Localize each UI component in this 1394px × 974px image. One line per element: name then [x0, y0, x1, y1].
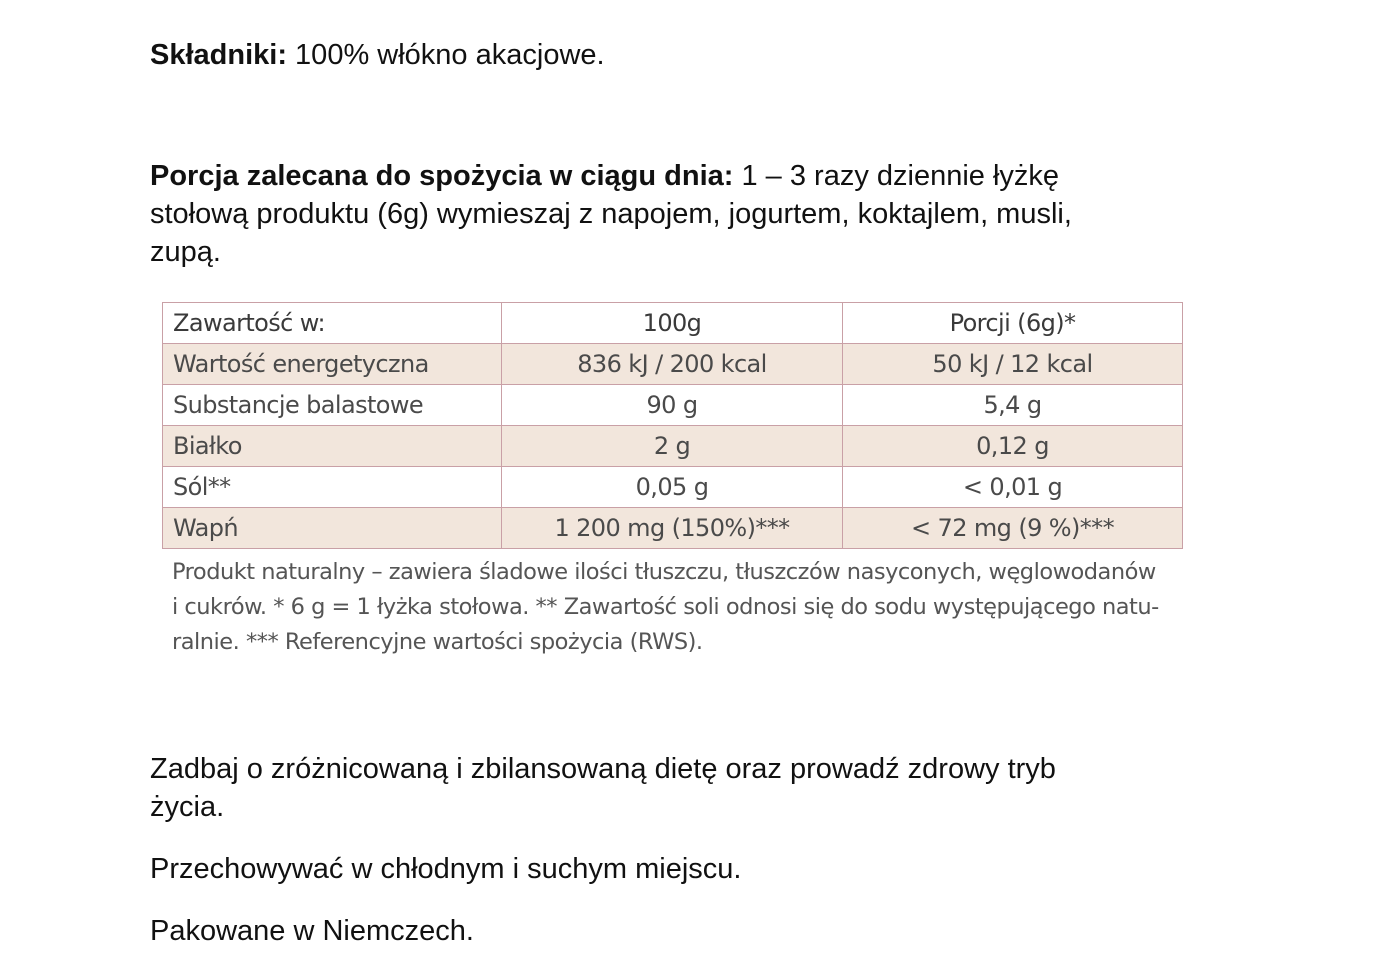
footnote-line: Produkt naturalny – zawiera śladowe ilości tłuszczu, tłuszczów nasyconych, węglowodanów	[172, 559, 1156, 585]
nutrition-table-row	[163, 344, 1183, 385]
nutrient-name-cell: Substancje balastowe	[163, 385, 502, 426]
nutrient-name-cell: Wartość energetyczna	[163, 344, 502, 385]
footnote-line: i cukrów. * 6 g = 1 łyżka stołowa. ** Zawartość soli odnosi się do sodu występującego natu-	[172, 594, 1159, 620]
nutrition-table-row	[163, 426, 1183, 467]
portion-paragraph	[150, 157, 1210, 271]
diet-paragraph	[150, 750, 1210, 826]
column-header-nutrient: Zawartość w:	[163, 303, 502, 344]
per-100g-value-cell: 0,05 g	[502, 467, 843, 508]
nutrition-table-body	[163, 344, 1183, 549]
nutrition-table-header-row	[163, 303, 1183, 344]
storage-paragraph: Przechowywać w chłodnym i suchym miejscu.	[150, 853, 742, 885]
per-100g-value-cell: 1 200 mg (150%)***	[502, 508, 843, 549]
portion-label: Porcja zalecana do spożycia w ciągu dnia:	[150, 160, 734, 192]
nutrition-facts-image	[162, 302, 1183, 660]
nutrition-table-row	[163, 467, 1183, 508]
ingredients-label: Składniki:	[150, 39, 287, 71]
nutrient-name-cell: Sól**	[163, 467, 502, 508]
nutrition-table-row	[163, 385, 1183, 426]
column-header-per-portion: Porcji (6g)*	[843, 303, 1183, 344]
nutrient-name-cell: Wapń	[163, 508, 502, 549]
footnote-line: ralnie. *** Referencyjne wartości spożycia (RWS).	[172, 629, 703, 655]
per-100g-value-cell: 836 kJ / 200 kcal	[502, 344, 843, 385]
column-header-per-100g: 100g	[502, 303, 843, 344]
per-portion-value-cell: < 72 mg (9 %)***	[843, 508, 1183, 549]
diet-text-line2: życia.	[150, 791, 225, 823]
per-portion-value-cell: < 0,01 g	[843, 467, 1183, 508]
per-100g-value-cell: 90 g	[502, 385, 843, 426]
packed-paragraph: Pakowane w Niemczech.	[150, 915, 474, 947]
portion-text-line2: stołową produktu (6g) wymieszaj z napojem, jogurtem, koktajlem, musli,	[150, 198, 1072, 230]
portion-text-line3: zupą.	[150, 236, 221, 268]
per-portion-value-cell: 50 kJ / 12 kcal	[843, 344, 1183, 385]
ingredients-paragraph	[150, 36, 1210, 74]
per-portion-value-cell: 0,12 g	[843, 426, 1183, 467]
per-100g-value-cell: 2 g	[502, 426, 843, 467]
ingredients-text: 100% włókno akacjowe.	[287, 39, 605, 71]
nutrition-table	[162, 302, 1183, 549]
diet-text-line1: Zadbaj o zróżnicowaną i zbilansowaną dietę oraz prowadź zdrowy tryb	[150, 753, 1056, 785]
nutrition-footnote	[172, 555, 1172, 660]
nutrient-name-cell: Białko	[163, 426, 502, 467]
portion-text-line1: 1 – 3 razy dziennie łyżkę	[733, 160, 1060, 192]
nutrition-table-row	[163, 508, 1183, 549]
per-portion-value-cell: 5,4 g	[843, 385, 1183, 426]
